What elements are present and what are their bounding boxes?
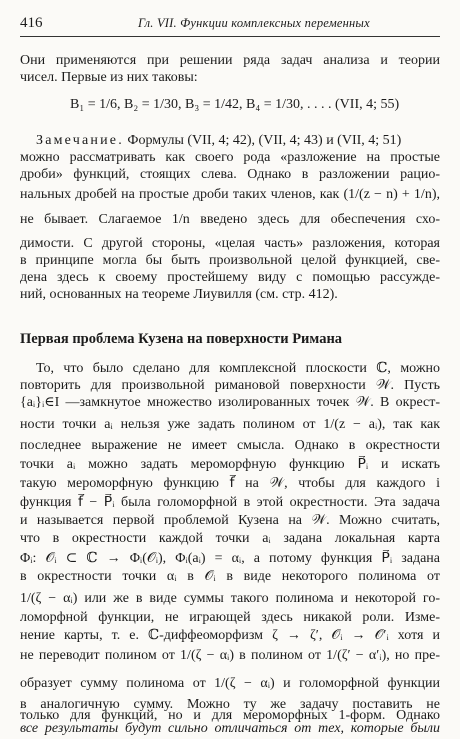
intro-line-2: чисел. Первые из них таковы: bbox=[20, 70, 198, 85]
body-line-8: функция f⃗ − P⃗ᵢ была голоморфной в этой окрестности. Эта задача bbox=[20, 495, 440, 510]
body-line-16: не переводит полином от 1/(ζ − αᵢ) в полином от 1/(ζ′ − α′ᵢ), но пре- bbox=[20, 648, 440, 663]
body-line-2: повторить для произвольной римановой поверхности 𝒲. Пусть bbox=[20, 378, 440, 393]
running-head: Гл. VII. Функции комплексных переменных bbox=[138, 16, 370, 30]
body-line-13: 1/(ζ − αᵢ) или же в виде суммы такого полинома и некоторой го- bbox=[20, 591, 440, 606]
remark-line-4: нальных дробей на простые дроби таких членов, как (1/(z − n) + 1/n), bbox=[20, 187, 440, 202]
page-header bbox=[20, 14, 440, 37]
body-line-10: что в окрестности каждой точки aᵢ задана локальная карта bbox=[20, 531, 440, 546]
page-number: 416 bbox=[20, 15, 43, 31]
body-line-15: нение карты, т. е. ℂ-диффеоморфизм ζ → ζ′, 𝒪ᵢ → 𝒪′ᵢ хотя и bbox=[20, 628, 440, 643]
body-line-1: То, что было сделано для комплексной плоскости ℂ, можно bbox=[36, 361, 440, 376]
body-line-9 bbox=[20, 512, 440, 529]
body-line-12: в окрестности точки αᵢ в 𝒪ᵢ в виде некоторого полинома от bbox=[20, 569, 440, 584]
body-line-14: ломорфной функции, не играющей здесь никакой роли. Изме- bbox=[20, 610, 440, 625]
remark-line-5: не бывает. Слагаемое 1/n введено здесь для обеспечения схо- bbox=[20, 212, 440, 227]
remark-line-6: димости. С другой стороны, «целая часть» разложения, которая bbox=[20, 236, 440, 251]
remark-line-9: ний, основанных на теореме Лиувилля (см. стр. 412). bbox=[20, 287, 338, 302]
body-line-5: последнее выражение не имеет смысла. Однако в окрестности bbox=[20, 438, 440, 453]
body-line-7: такую мероморфную функцию f⃗ на 𝒲, чтобы для каждого i bbox=[20, 476, 440, 491]
remark-label: Замечание. bbox=[36, 133, 124, 148]
remark-first-line bbox=[36, 132, 440, 149]
body-line-9-text: и называется первой проблемой Кузена на 𝒲. Можно считать, bbox=[20, 513, 440, 528]
body-line-3: {aᵢ}ᵢ∈I —замкнутое множество изолированных точек 𝒲. В окрест- bbox=[20, 395, 440, 410]
remark-line-3: дроби» функций, стоящих слева. Однако в разложении рацио- bbox=[20, 167, 440, 182]
section-heading: Первая проблема Кузена на поверхности Римана bbox=[20, 331, 343, 347]
remark-line-2: можно рассматривать как своего рода «разложение на простые bbox=[20, 150, 440, 165]
body-line-19: только для функций, но и для мероморфных 1-форм. Однако bbox=[20, 708, 440, 723]
intro-line-1: Они применяются при решении ряда задач анализа и теории bbox=[20, 53, 440, 68]
body-line-17: образует сумму полинома от 1/(ζ − αᵢ) и голоморфной функции bbox=[20, 676, 440, 691]
bernoulli-formula: B₁ = 1/6, B₂ = 1/30, B₃ = 1/42, B₄ = 1/30, . . . . (VII, 4; 55) bbox=[70, 97, 400, 112]
body-line-11: Φᵢ: 𝒪ᵢ ⊂ ℂ → Φᵢ(𝒪ᵢ), Φᵢ(aᵢ) = αᵢ, а потому функция P⃗ᵢ задана bbox=[20, 551, 440, 566]
remark-line-8: дена здесь к своему простейшему виду с помощью рассужде- bbox=[20, 270, 440, 285]
body-line-20: все результаты будут сильно отличаться от тех, которые были bbox=[20, 721, 440, 736]
body-line-6: точки aᵢ можно задать мероморфную функцию P⃗ᵢ и искать bbox=[20, 457, 440, 472]
body-line-4: ности точки aᵢ нельзя уже задать полином от 1/(z − aᵢ), так как bbox=[20, 417, 440, 432]
body-line-18: в аналогичную сумму. Можно ту же задачу поставить не bbox=[20, 697, 440, 712]
remark-line-1: Формулы (VII, 4; 42), (VII, 4; 43) и (VII, 4; 51) bbox=[127, 133, 402, 148]
remark-line-7: в принципе могла бы быть произвольной целой функцией, све- bbox=[20, 253, 440, 268]
